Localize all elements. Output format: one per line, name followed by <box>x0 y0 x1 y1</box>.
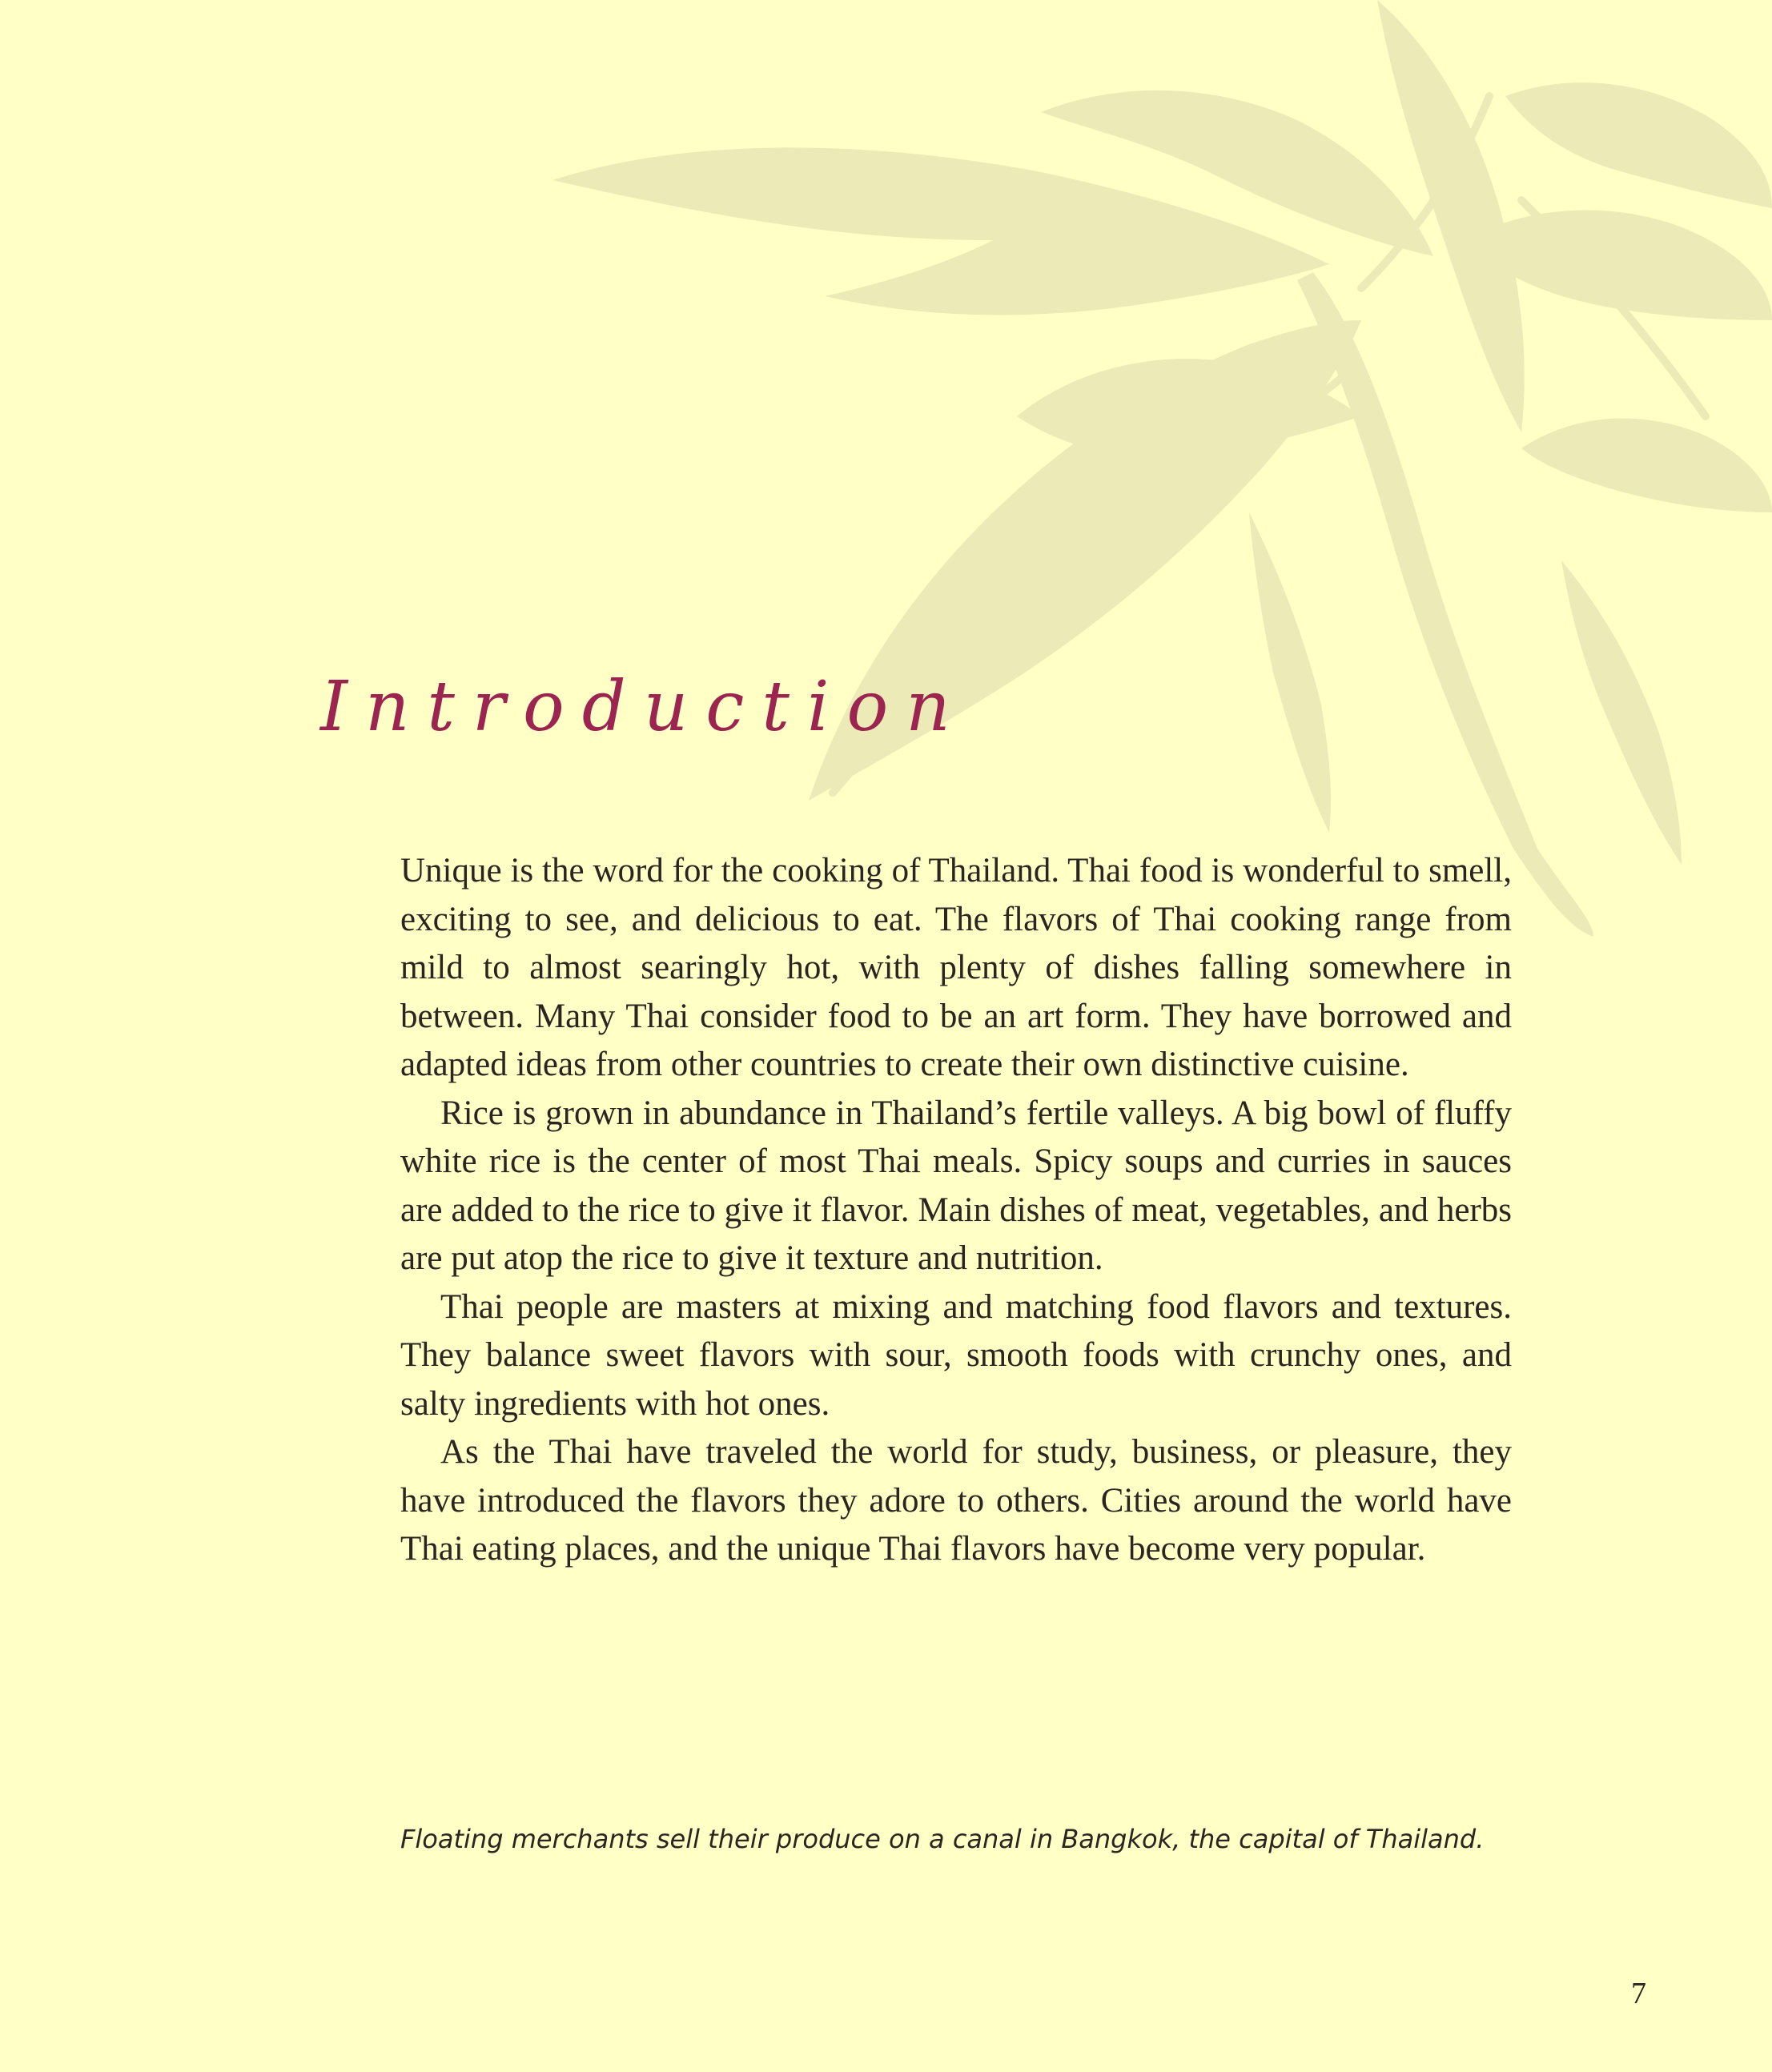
leaf-shape <box>1561 560 1682 865</box>
page-title: Introduction <box>320 667 968 747</box>
leaf-shape <box>1521 419 1772 512</box>
leaf-shape <box>1505 82 1772 208</box>
photo-caption: Floating merchants sell their produce on a canal in Bangkok, the capital of Thailand. <box>400 1824 1485 1854</box>
page-number: 7 <box>1631 1977 1646 2010</box>
paragraph: Unique is the word for the cooking of Thailand. Thai food is wonderful to smell, exciting to see, and delicious to eat. The flavors of Thai cooking range from mild to almost searingly hot, with plenty of dishes falling somewhere in between. Many Thai consider food to be an art form. They have borrowed and adapted ideas from other countries to create their own distinctive cuisine. <box>400 852 1512 1083</box>
leaf-shape <box>1249 512 1331 833</box>
body-text <box>400 847 1512 1574</box>
leaf-shape <box>1297 272 1593 937</box>
paragraph: Thai people are masters at mixing and matching food flavors and textures. They balance sweet flavors with sour, smooth foods with crunchy ones, and salty ingredients with hot ones. <box>400 1287 1512 1423</box>
paragraph: As the Thai have traveled the world for study, business, or pleasure, they have introduced the flavors they adore to others. Cities around the world have Thai eating places, and the unique Thai flavors have become very popular. <box>400 1433 1512 1568</box>
paragraph: Rice is grown in abundance in Thailand’s fertile valleys. A big bowl of fluffy white rice is the center of most Thai meals. Spicy soups and curries in sauces are added to the rice to give it flavor. Main dishes of meat, vegetables, and herbs are put atop the rice to give it texture and nutrition. <box>400 1094 1512 1277</box>
